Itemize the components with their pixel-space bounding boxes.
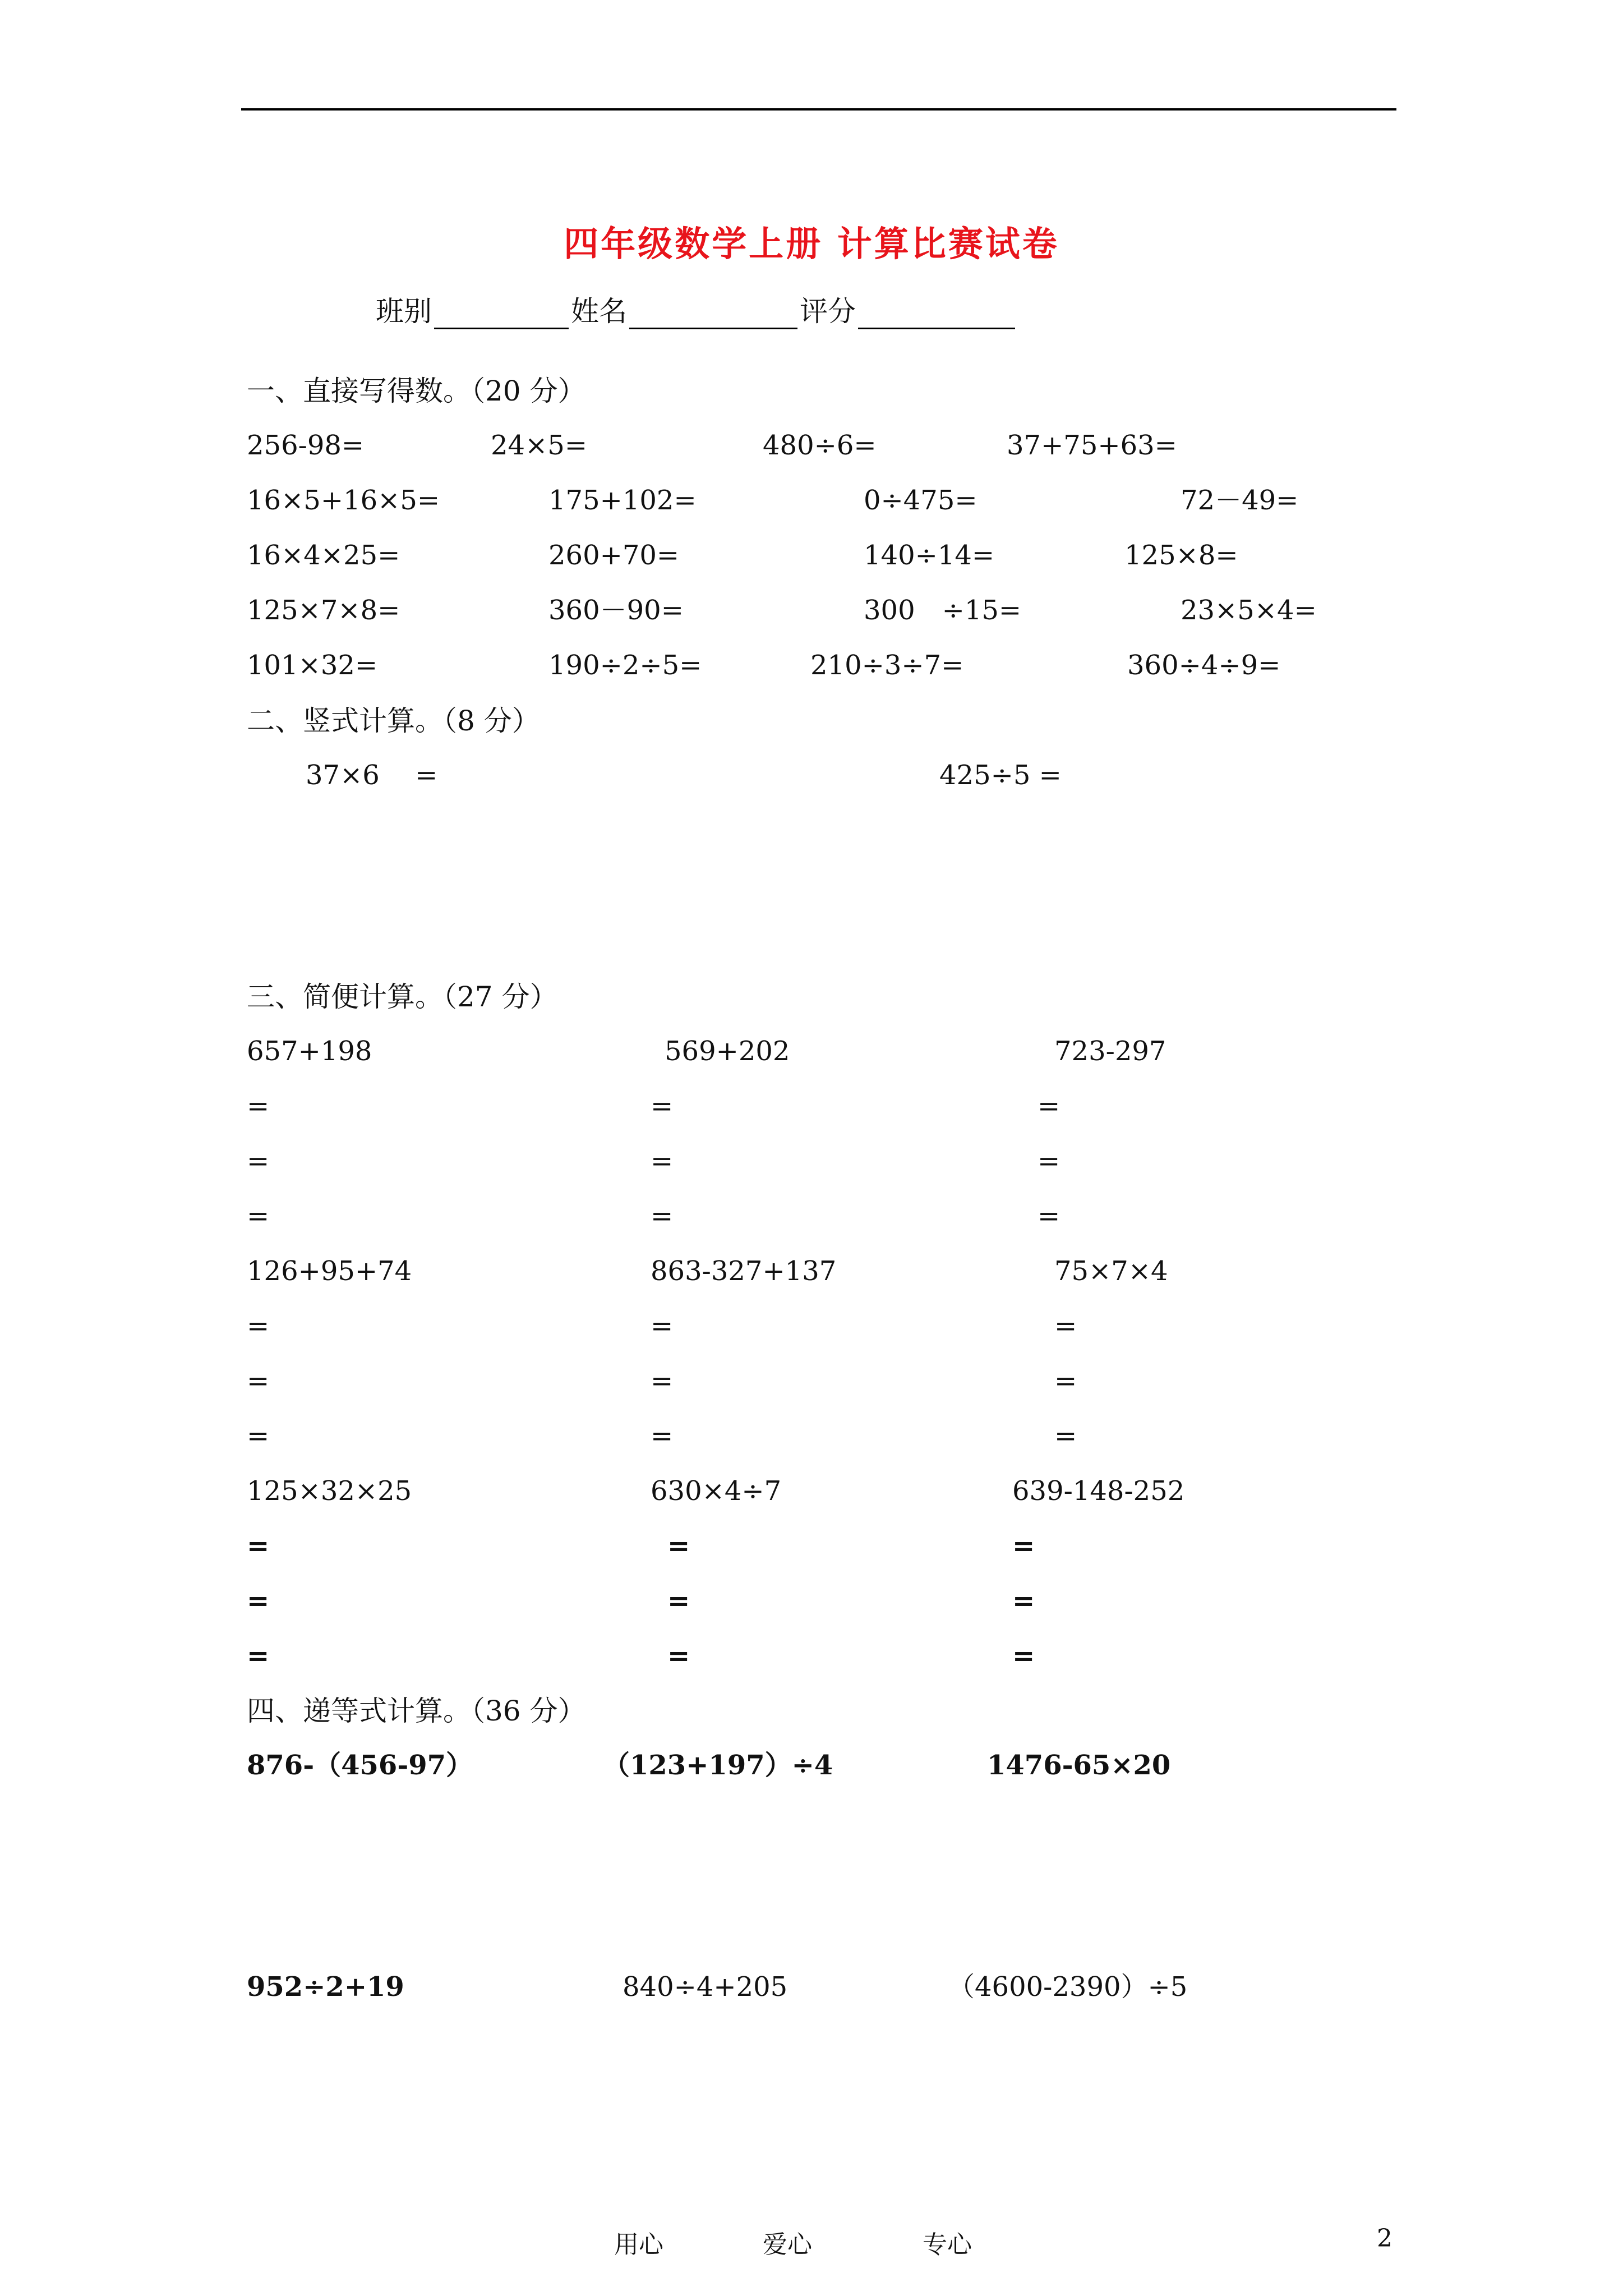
s3-eq: =	[247, 1365, 270, 1397]
s4-r1-c3: 1476-65×20	[987, 1750, 1171, 1781]
s3-eq: =	[1054, 1310, 1077, 1342]
s1-r3-c1: 16×4×25=	[247, 540, 400, 571]
s1-r5-c3: 210÷3÷7=	[810, 650, 964, 681]
s1-r4-c1: 125×7×8=	[247, 595, 400, 626]
s1-r4-c4: 23×5×4=	[1181, 595, 1317, 626]
s3-r1-c2: 569+202	[665, 1036, 790, 1067]
section-2-heading: 二、竖式计算。（8 分）	[247, 705, 540, 737]
s3-eq: =	[1012, 1530, 1035, 1562]
name-label: 姓名	[571, 295, 627, 328]
s3-eq: =	[247, 1200, 270, 1232]
s1-r2-c2: 175+102=	[548, 485, 697, 516]
s3-r2-c2: 863-327+137	[651, 1255, 837, 1287]
s4-r1-c1: 876-（456-97）	[247, 1750, 473, 1781]
s3-eq: =	[651, 1420, 674, 1452]
footer-aixin: 爱心	[763, 2230, 812, 2259]
s3-r2-c3: 75×7×4	[1054, 1255, 1168, 1287]
s3-eq: =	[1038, 1200, 1061, 1232]
s3-eq: =	[247, 1420, 270, 1452]
s3-eq: =	[651, 1145, 674, 1177]
section-4-heading: 四、递等式计算。（36 分）	[247, 1695, 586, 1727]
s1-r5-c2: 190÷2÷5=	[548, 650, 702, 681]
s3-r2-c1: 126+95+74	[247, 1255, 412, 1287]
s1-r1-c1: 256-98=	[247, 430, 365, 461]
score-label: 评分	[800, 295, 856, 328]
s3-eq: =	[651, 1365, 674, 1397]
s4-r1-c2: （123+197）÷4	[603, 1750, 833, 1781]
s1-r5-c4: 360÷4÷9=	[1127, 650, 1281, 681]
class-blank[interactable]	[434, 302, 569, 329]
s1-r1-c4: 37+75+63=	[1007, 430, 1177, 461]
s1-r3-c2: 260+70=	[548, 540, 680, 571]
s3-eq: =	[651, 1200, 674, 1232]
section-1-heading: 一、直接写得数。（20 分）	[247, 375, 586, 407]
s1-r2-c4: 72－49=	[1181, 485, 1299, 516]
s3-eq: =	[247, 1585, 270, 1617]
s1-r4-c3: 300 ÷15=	[864, 595, 1022, 626]
student-info-line	[376, 289, 1017, 329]
s1-r2-c3: 0÷475=	[864, 485, 978, 516]
s3-eq: =	[667, 1640, 690, 1672]
s1-r5-c1: 101×32=	[247, 650, 378, 681]
s4-r2-c3: （4600-2390）÷5	[948, 1971, 1188, 2003]
s3-r1-c3: 723-297	[1054, 1036, 1166, 1067]
s3-eq: =	[247, 1640, 270, 1672]
score-blank[interactable]	[858, 302, 1015, 329]
s3-r3-c1: 125×32×25	[247, 1475, 412, 1507]
s1-r1-c2: 24×5=	[491, 430, 588, 461]
footer-yongxin: 用心	[614, 2230, 663, 2259]
s3-eq: =	[247, 1145, 270, 1177]
s3-eq: =	[247, 1310, 270, 1342]
s3-eq: =	[1054, 1365, 1077, 1397]
header-rule	[241, 108, 1396, 111]
s3-eq: =	[1038, 1091, 1061, 1122]
section-3-heading: 三、简便计算。（27 分）	[247, 981, 558, 1013]
s3-eq: =	[667, 1585, 690, 1617]
s2-question-1: 37×6 =	[306, 760, 438, 791]
s4-r2-c2: 840÷4+205	[623, 1971, 788, 2003]
s3-eq: =	[1054, 1420, 1077, 1452]
s1-r1-c3: 480÷6=	[763, 430, 877, 461]
s1-r3-c3: 140÷14=	[864, 540, 995, 571]
s1-r2-c1: 16×5+16×5=	[247, 485, 440, 516]
s3-eq: =	[247, 1091, 270, 1122]
s2-question-2: 425÷5 =	[939, 760, 1062, 791]
s3-eq: =	[1012, 1640, 1035, 1672]
class-label: 班别	[376, 295, 432, 328]
s3-eq: =	[667, 1530, 690, 1562]
s3-eq: =	[247, 1530, 270, 1562]
s3-eq: =	[651, 1310, 674, 1342]
page-number: 2	[1377, 2224, 1393, 2253]
s3-eq: =	[651, 1091, 674, 1122]
s3-r3-c3: 639-148-252	[1012, 1475, 1185, 1507]
s3-eq: =	[1012, 1585, 1035, 1617]
s3-r3-c2: 630×4÷7	[651, 1475, 782, 1507]
s4-r2-c1: 952÷2+19	[247, 1971, 404, 2003]
page-title: 四年级数学上册 计算比赛试卷	[564, 223, 1059, 264]
s3-eq: =	[1038, 1145, 1061, 1177]
footer-zhuanxin: 专心	[923, 2230, 972, 2259]
s3-r1-c1: 657+198	[247, 1036, 372, 1067]
name-blank[interactable]	[629, 302, 797, 329]
s1-r3-c4: 125×8=	[1124, 540, 1238, 571]
s1-r4-c2: 360－90=	[548, 595, 684, 626]
